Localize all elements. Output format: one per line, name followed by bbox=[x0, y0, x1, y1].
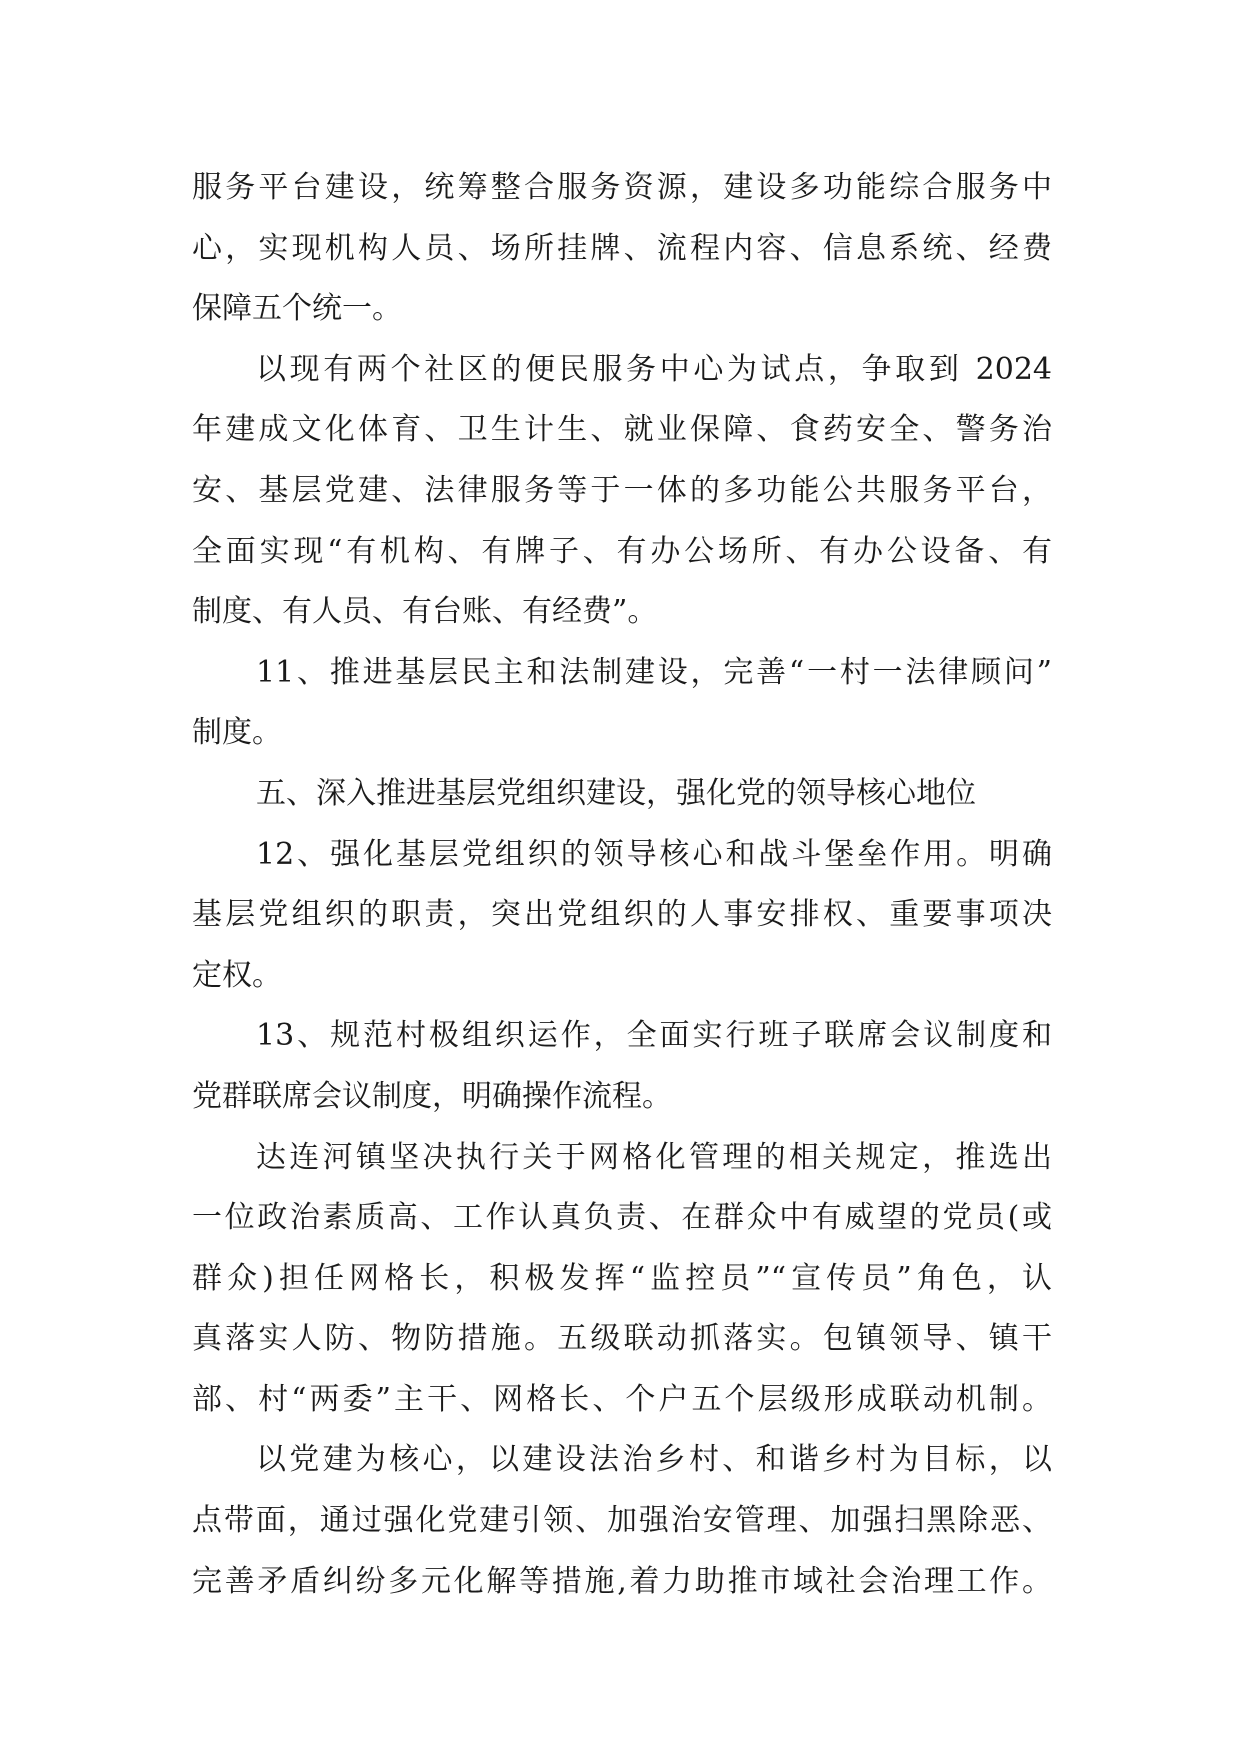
paragraph bbox=[192, 1128, 1052, 1431]
text-line: 11、推进基层民主和法制建设，完善“一村一法律顾问” bbox=[256, 654, 1052, 690]
paragraph bbox=[192, 1006, 1052, 1127]
document-body bbox=[192, 158, 1052, 1612]
paragraph bbox=[192, 1430, 1052, 1612]
text-line: 点带面，通过强化党建引领、加强治安管理、加强扫黑除恶、 bbox=[192, 1503, 1052, 1539]
paragraph bbox=[192, 764, 1052, 825]
text-line: 12、强化基层党组织的领导核心和战斗堡垒作用。明确 bbox=[256, 836, 1052, 872]
text-line: 全面实现“有机构、有牌子、有办公场所、有办公设备、有 bbox=[192, 533, 1052, 569]
text-line: 完善矛盾纠纷多元化解等措施,着力助推市域社会治理工作。 bbox=[192, 1563, 1052, 1599]
text-line: 以现有两个社区的便民服务中心为试点，争取到 2024 bbox=[256, 351, 1052, 387]
text-line: 五、深入推进基层党组织建设，强化党的领导核心地位 bbox=[256, 775, 976, 811]
text-line: 制度、有人员、有台账、有经费”。 bbox=[192, 594, 658, 630]
text-line: 真落实人防、物防措施。五级联动抓落实。包镇领导、镇干 bbox=[192, 1321, 1052, 1357]
text-line: 群众)担任网格长，积极发挥“监控员”“宣传员”角色，认 bbox=[192, 1260, 1052, 1296]
text-line: 部、村“两委”主干、网格长、个户五个层级形成联动机制。 bbox=[192, 1381, 1052, 1417]
text-line: 一位政治素质高、工作认真负责、在群众中有威望的党员(或 bbox=[192, 1200, 1052, 1236]
text-line: 心，实现机构人员、场所挂牌、流程内容、信息系统、经费 bbox=[192, 230, 1052, 266]
paragraph bbox=[192, 158, 1052, 340]
paragraph bbox=[192, 340, 1052, 643]
text-line: 年建成文化体育、卫生计生、就业保障、食药安全、警务治 bbox=[192, 412, 1052, 448]
text-line: 保障五个统一。 bbox=[192, 291, 402, 327]
text-line: 制度。 bbox=[192, 715, 282, 751]
paragraph bbox=[192, 643, 1052, 764]
text-line: 以党建为核心，以建设法治乡村、和谐乡村为目标，以 bbox=[256, 1442, 1052, 1478]
text-line: 基层党组织的职责，突出党组织的人事安排权、重要事项决 bbox=[192, 897, 1052, 933]
text-line: 定权。 bbox=[192, 957, 282, 993]
text-line: 13、规范村极组织运作，全面实行班子联席会议制度和 bbox=[256, 1018, 1052, 1054]
text-line: 达连河镇坚决执行关于网格化管理的相关规定，推选出 bbox=[256, 1139, 1052, 1175]
text-line: 服务平台建设，统筹整合服务资源，建设多功能综合服务中 bbox=[192, 170, 1052, 205]
text-line: 安、基层党建、法律服务等于一体的多功能公共服务平台， bbox=[192, 472, 1052, 508]
text-line: 党群联席会议制度，明确操作流程。 bbox=[192, 1078, 672, 1114]
paragraph bbox=[192, 825, 1052, 1007]
